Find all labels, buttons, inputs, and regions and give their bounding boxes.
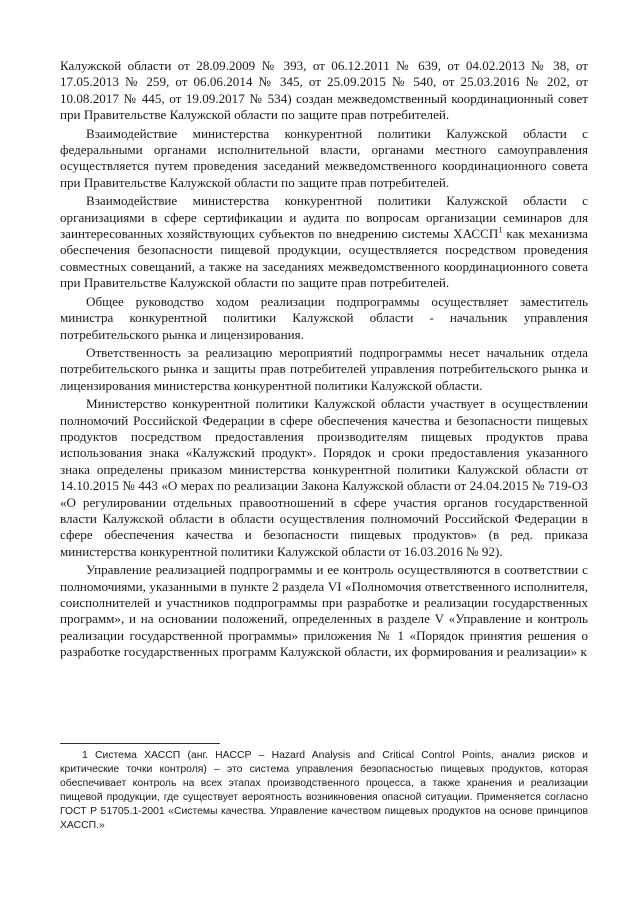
paragraph-responsibility: Ответственность за реализацию мероприятий подпрограммы несет начальник отдела потребительского рынка и защиты прав потребителей управления потребительского рынка и лицензирования министерства конкурентной политики Калужской области. <box>60 344 588 393</box>
haccp-text-before: Взаимодействие министерства конкурентной политики Калужской области с организациями в сфере сертификации и аудита по вопросам организации семинаров для заинтересованных хозяйствующих субъектов по внедрению системы ХАССП <box>60 193 588 242</box>
footnote-divider <box>60 743 220 744</box>
body-text <box>60 58 588 663</box>
paragraph-interaction-certification <box>60 193 588 291</box>
paragraph-general-management: Общее руководство ходом реализации подпрограммы осуществляет заместитель министра конкурентной политики Калужской области - начальник управления потребительского рынка и лицензирования. <box>60 293 588 342</box>
footnote-reference[interactable]: 1 <box>498 225 503 235</box>
paragraph-interaction-authorities: Взаимодействие министерства конкурентной политики Калужской области с федеральными органами исполнительной власти, органами местного самоуправления осуществляется путем проведения заседаний межведомственного координационного совета при Правительстве Калужской области по защите прав потребителей. <box>60 125 588 190</box>
footnote-haccp: 1 Система ХАССП (анг. HACCP – Hazard Analysis and Critical Control Points, анализ рисков и критические точки контроля) – это система управления безопасностью пищевых продуктов, которая обеспечивает контроль на всех этапах производственного процесса, а также хранения и реализации пищевой продукции, где существует вероятность возникновения опасной ситуации. Применяется согласно ГОСТ Р 51705.1-2001 «Системы качества. Управление качеством пищевых продуктов на основе принципов ХАССП.» <box>60 750 588 831</box>
paragraph-kaluga-product: Министерство конкурентной политики Калужской области участвует в осуществлении полномочий Российской Федерации в сфере обеспечения качества и безопасности пищевых продуктов посредством предоставления производителям пищевых продуктов права использования знака «Калужский продукт». Порядок и сроки предоставления указанного знака определены приказом министерства конкурентной политики Калужской области от 14.10.2015 № 443 «О мерах по реализации Закона Калужской области от 24.04.2015 № 719-ОЗ «О регулировании отдельных правоотношений в сфере участия органов государственной власти Калужской области в области осуществления полномочий Российской Федерации в сфере обеспечения качества и безопасности пищевых продуктов» (в ред. приказа министерства конкурентной политики Калужской области от 16.03.2016 № 92). <box>60 396 588 559</box>
paragraph-program-control: Управление реализацией подпрограммы и ее контроль осуществляются в соответствии с полномочиями, указанными в пункте 2 раздела VI «Полномочия ответственного исполнителя, соисполнителей и участников подпрограммы при разработке и реализации государственных программ», и на основании положений, определенных в разделе V «Управление и контроль реализации государственной программы» приложения № 1 «Порядок принятия решения о разработке государственных программ Калужской области, их формирования и реализации» к <box>60 562 588 660</box>
paragraph-council: Калужской области от 28.09.2009 № 393, от 06.12.2011 № 639, от 04.02.2013 № 38, от 17.05.2013 № 259, от 06.06.2014 № 345, от 25.09.2015 № 540, от 25.03.2016 № 202, от 10.08.2017 № 445, от 19.09.2017 № 534) создан межведомственный координационный совет при Правительстве Калужской области по защите прав потребителей. <box>60 58 588 123</box>
haccp-text-after: как механизма обеспечения безопасности пищевой продукции, осуществляется посредством проведения совместных совещаний, а также на заседаниях межведомственного координационного совета при Правительстве Калужской области по защите прав потребителей. <box>60 226 588 291</box>
